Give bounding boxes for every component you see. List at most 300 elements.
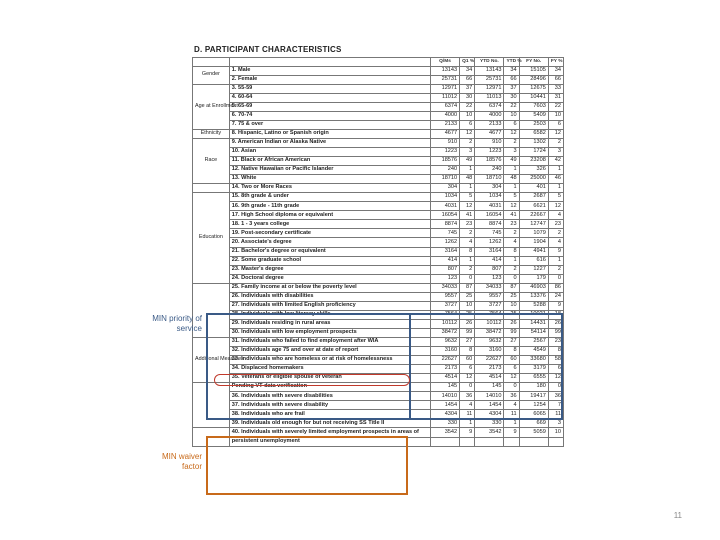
- item-label: 23. Master's degree: [229, 265, 430, 274]
- value-cell: 0: [548, 383, 563, 392]
- item-label: Pending VT data verification: [229, 383, 430, 392]
- value-cell: [460, 437, 475, 446]
- value-cell: 13143: [475, 66, 504, 75]
- value-cell: 4304: [475, 410, 504, 419]
- value-cell: 2173: [475, 365, 504, 374]
- value-cell: 12675: [519, 84, 548, 93]
- item-label: 3. 55-59: [229, 84, 430, 93]
- item-label: 26. Individuals with disabilities: [229, 292, 430, 301]
- value-cell: 6555: [519, 374, 548, 383]
- table-row: [193, 283, 564, 292]
- value-cell: 6: [504, 365, 519, 374]
- value-cell: 25: [504, 292, 519, 301]
- value-cell: 12971: [475, 84, 504, 93]
- table-row: [193, 157, 564, 166]
- value-cell: 26: [504, 319, 519, 328]
- item-label: 6. 70-74: [229, 111, 430, 120]
- value-cell: 4: [548, 211, 563, 220]
- category-cell: [193, 184, 230, 193]
- value-cell: 8: [504, 347, 519, 356]
- item-label: 19. Post-secondary certificate: [229, 229, 430, 238]
- category-cell: Gender: [193, 66, 230, 84]
- value-cell: 4000: [475, 111, 504, 120]
- value-cell: 26: [460, 319, 475, 328]
- table-row: [193, 229, 564, 238]
- header-category: [193, 58, 230, 67]
- value-cell: 4304: [430, 410, 459, 419]
- value-cell: 60: [504, 356, 519, 365]
- value-cell: 6: [548, 120, 563, 129]
- value-cell: 4031: [475, 202, 504, 211]
- item-label: 32. Individuals age 75 and over at date of report: [229, 347, 430, 356]
- value-cell: 304: [475, 184, 504, 193]
- value-cell: 8: [504, 247, 519, 256]
- value-cell: 1: [504, 166, 519, 175]
- value-cell: 7: [548, 401, 563, 410]
- priority-of-service-highlight-box: [206, 313, 411, 420]
- value-cell: 0: [460, 383, 475, 392]
- value-cell: 5288: [519, 301, 548, 310]
- value-cell: 10: [548, 111, 563, 120]
- item-label: 34. Displaced homemakers: [229, 365, 430, 374]
- value-cell: 7564: [475, 310, 504, 319]
- item-label: 4. 60-64: [229, 93, 430, 102]
- item-label: 13. White: [229, 175, 430, 184]
- value-cell: 3179: [519, 365, 548, 374]
- value-cell: 23: [460, 220, 475, 229]
- value-cell: 3164: [430, 247, 459, 256]
- value-cell: 4514: [475, 374, 504, 383]
- item-label: 22. Some graduate school: [229, 256, 430, 265]
- value-cell: 10: [460, 301, 475, 310]
- value-cell: 5059: [519, 428, 548, 437]
- value-cell: 1: [460, 256, 475, 265]
- item-label: 21. Bachelor's degree or equivalent: [229, 247, 430, 256]
- value-cell: 66: [504, 75, 519, 84]
- value-cell: [430, 437, 459, 446]
- value-cell: 3: [548, 148, 563, 157]
- value-cell: 6: [504, 120, 519, 129]
- value-cell: 330: [430, 419, 459, 428]
- value-cell: 669: [519, 419, 548, 428]
- category-cell: Education: [193, 193, 230, 283]
- item-label: 15. 8th grade & under: [229, 193, 430, 202]
- item-label: 20. Associate's degree: [229, 238, 430, 247]
- value-cell: 4: [460, 238, 475, 247]
- value-cell: [504, 437, 519, 446]
- value-cell: 1227: [519, 265, 548, 274]
- value-cell: 42: [548, 157, 563, 166]
- value-cell: 12: [504, 129, 519, 138]
- value-cell: [548, 437, 563, 446]
- value-cell: 30: [460, 93, 475, 102]
- value-cell: 22627: [475, 356, 504, 365]
- value-cell: 23: [504, 220, 519, 229]
- value-cell: 2: [548, 265, 563, 274]
- table-row: [193, 138, 564, 147]
- value-cell: 5: [504, 193, 519, 202]
- value-cell: 38472: [430, 328, 459, 337]
- value-cell: 11: [504, 410, 519, 419]
- value-cell: 22: [460, 102, 475, 111]
- value-cell: 60: [460, 356, 475, 365]
- value-cell: 12971: [430, 84, 459, 93]
- table-row: [193, 166, 564, 175]
- value-cell: 4031: [430, 202, 459, 211]
- value-cell: 8874: [430, 220, 459, 229]
- value-cell: 4: [504, 238, 519, 247]
- value-cell: 8: [460, 347, 475, 356]
- value-cell: 10112: [430, 319, 459, 328]
- table-row: [193, 301, 564, 310]
- value-cell: 2133: [430, 120, 459, 129]
- table-row: [193, 211, 564, 220]
- value-cell: 10021: [519, 310, 548, 319]
- value-cell: 25731: [430, 75, 459, 84]
- value-cell: 11: [548, 410, 563, 419]
- value-cell: 2: [504, 229, 519, 238]
- value-cell: 14010: [475, 392, 504, 401]
- value-cell: [475, 437, 504, 446]
- value-cell: 616: [519, 256, 548, 265]
- value-cell: 12: [548, 374, 563, 383]
- value-cell: 99: [548, 328, 563, 337]
- value-cell: 3160: [475, 347, 504, 356]
- value-cell: 2: [460, 138, 475, 147]
- value-cell: 123: [475, 274, 504, 283]
- header-col: YTD %: [504, 58, 519, 67]
- header-col: FY %: [548, 58, 563, 67]
- table-row: [193, 66, 564, 75]
- document-title: D. PARTICIPANT CHARACTERISTICS: [194, 45, 342, 54]
- table-row: [193, 193, 564, 202]
- value-cell: 36: [460, 392, 475, 401]
- table-row: [193, 238, 564, 247]
- table-row: [193, 129, 564, 138]
- value-cell: 37: [460, 84, 475, 93]
- value-cell: 2503: [519, 120, 548, 129]
- table-row: [193, 175, 564, 184]
- value-cell: 18576: [430, 157, 459, 166]
- page-number: 11: [673, 511, 682, 520]
- value-cell: 12: [460, 202, 475, 211]
- value-cell: 41: [504, 211, 519, 220]
- waiver-factor-label: MIN waiver factor: [161, 452, 202, 471]
- value-cell: 9632: [430, 338, 459, 347]
- value-cell: 145: [475, 383, 504, 392]
- value-cell: 14010: [430, 392, 459, 401]
- value-cell: 1: [548, 256, 563, 265]
- value-cell: 24: [548, 292, 563, 301]
- value-cell: 1223: [475, 148, 504, 157]
- value-cell: 33: [548, 84, 563, 93]
- table-row: [193, 120, 564, 129]
- header-col: Q/Ms: [430, 58, 459, 67]
- item-label: 25. Family income at or below the poverty level: [229, 283, 430, 292]
- value-cell: 16054: [430, 211, 459, 220]
- item-label: persistent unemployment: [229, 437, 430, 446]
- value-cell: 3542: [430, 428, 459, 437]
- value-cell: 54114: [519, 328, 548, 337]
- value-cell: 9: [460, 428, 475, 437]
- value-cell: 1: [548, 166, 563, 175]
- value-cell: 4: [460, 401, 475, 410]
- value-cell: 37: [504, 84, 519, 93]
- value-cell: 86: [548, 283, 563, 292]
- value-cell: 2173: [430, 365, 459, 374]
- value-cell: 1254: [519, 401, 548, 410]
- value-cell: 34: [548, 66, 563, 75]
- value-cell: 807: [430, 265, 459, 274]
- value-cell: 99: [460, 328, 475, 337]
- value-cell: 910: [430, 138, 459, 147]
- value-cell: 48: [504, 175, 519, 184]
- value-cell: 414: [430, 256, 459, 265]
- value-cell: 180: [519, 383, 548, 392]
- value-cell: 25000: [519, 175, 548, 184]
- value-cell: 38472: [475, 328, 504, 337]
- value-cell: 22627: [430, 356, 459, 365]
- value-cell: 4941: [519, 247, 548, 256]
- item-label: 14. Two or More Races: [229, 184, 430, 193]
- value-cell: 26: [548, 319, 563, 328]
- value-cell: 4: [504, 401, 519, 410]
- value-cell: 240: [430, 166, 459, 175]
- value-cell: 9: [548, 301, 563, 310]
- value-cell: 16054: [475, 211, 504, 220]
- value-cell: 2: [548, 229, 563, 238]
- value-cell: 10441: [519, 93, 548, 102]
- value-cell: 33680: [519, 356, 548, 365]
- item-label: 10. Asian: [229, 148, 430, 157]
- value-cell: 3542: [475, 428, 504, 437]
- value-cell: 48: [460, 175, 475, 184]
- value-cell: 1262: [475, 238, 504, 247]
- value-cell: 1: [504, 256, 519, 265]
- value-cell: 2: [548, 138, 563, 147]
- value-cell: 1302: [519, 138, 548, 147]
- value-cell: 11012: [430, 93, 459, 102]
- value-cell: 1034: [475, 193, 504, 202]
- category-cell: Race: [193, 138, 230, 183]
- value-cell: 1034: [430, 193, 459, 202]
- value-cell: 10112: [475, 319, 504, 328]
- value-cell: 145: [430, 383, 459, 392]
- value-cell: 46: [548, 175, 563, 184]
- value-cell: 4000: [430, 111, 459, 120]
- value-cell: 87: [504, 283, 519, 292]
- value-cell: 25: [460, 310, 475, 319]
- table-header-row: [193, 58, 564, 67]
- item-label: 7. 75 & over: [229, 120, 430, 129]
- value-cell: 6: [548, 365, 563, 374]
- value-cell: 4549: [519, 347, 548, 356]
- value-cell: 0: [460, 274, 475, 283]
- value-cell: 1079: [519, 229, 548, 238]
- item-label: 17. High School diploma or equivalent: [229, 211, 430, 220]
- value-cell: 2567: [519, 338, 548, 347]
- header-col: FY No.: [519, 58, 548, 67]
- value-cell: 1724: [519, 148, 548, 157]
- value-cell: 9: [504, 428, 519, 437]
- priority-of-service-values-box: [409, 313, 563, 420]
- value-cell: 5: [548, 193, 563, 202]
- table-row: [193, 419, 564, 428]
- value-cell: 12: [548, 129, 563, 138]
- item-label: 18. 1 - 3 years college: [229, 220, 430, 229]
- value-cell: 9557: [475, 292, 504, 301]
- value-cell: 10: [504, 301, 519, 310]
- value-cell: 6: [460, 365, 475, 374]
- value-cell: 5409: [519, 111, 548, 120]
- table-row: [193, 102, 564, 111]
- item-label: 31. Individuals who failed to find employment after WIA: [229, 338, 430, 347]
- value-cell: 41: [460, 211, 475, 220]
- item-label: 29. Individuals residing in rural areas: [229, 319, 430, 328]
- value-cell: 2: [504, 265, 519, 274]
- value-cell: 123: [430, 274, 459, 283]
- table-row: [193, 111, 564, 120]
- value-cell: 34: [504, 66, 519, 75]
- value-cell: 1262: [430, 238, 459, 247]
- value-cell: 66: [460, 75, 475, 84]
- value-cell: 2: [460, 265, 475, 274]
- item-label: 8. Hispanic, Latino or Spanish origin: [229, 129, 430, 138]
- table-row: [193, 184, 564, 193]
- item-label: 27. Individuals with limited English proficiency: [229, 301, 430, 310]
- item-label: 1. Male: [229, 66, 430, 75]
- value-cell: 3: [504, 148, 519, 157]
- item-label: 28. Individuals with low literacy skills: [229, 310, 430, 319]
- value-cell: 30: [504, 93, 519, 102]
- item-label: 39. Individuals old enough for but not receiving SS Title II: [229, 419, 430, 428]
- value-cell: 18710: [475, 175, 504, 184]
- value-cell: 18710: [430, 175, 459, 184]
- value-cell: 6065: [519, 410, 548, 419]
- item-label: 37. Individuals with severe disability: [229, 401, 430, 410]
- value-cell: 2: [504, 138, 519, 147]
- value-cell: 22: [504, 102, 519, 111]
- item-label: 2. Female: [229, 75, 430, 84]
- header-col: YTD No.: [475, 58, 504, 67]
- value-cell: 58: [548, 356, 563, 365]
- value-cell: 745: [430, 229, 459, 238]
- value-cell: 36: [548, 392, 563, 401]
- waiver-factor-highlight-box: [206, 436, 408, 495]
- value-cell: 49: [504, 157, 519, 166]
- value-cell: 23: [548, 220, 563, 229]
- value-cell: 5: [460, 193, 475, 202]
- participant-characteristics-document: [192, 43, 564, 496]
- item-label: 9. American Indian or Alaska Native: [229, 138, 430, 147]
- category-cell: Ethnicity: [193, 129, 230, 138]
- item-label: 40. Individuals with severely limited employment prospects in areas of: [229, 428, 430, 437]
- value-cell: 34033: [430, 283, 459, 292]
- value-cell: 1: [504, 184, 519, 193]
- value-cell: 1: [504, 419, 519, 428]
- value-cell: 1: [460, 166, 475, 175]
- value-cell: 2133: [475, 120, 504, 129]
- value-cell: 3: [460, 148, 475, 157]
- row-31-highlight-ring: [214, 374, 410, 386]
- value-cell: 87: [460, 283, 475, 292]
- value-cell: 7564: [430, 310, 459, 319]
- value-cell: 25: [460, 292, 475, 301]
- value-cell: 13143: [430, 66, 459, 75]
- value-cell: 3727: [475, 301, 504, 310]
- value-cell: 12: [504, 202, 519, 211]
- value-cell: 4514: [430, 374, 459, 383]
- value-cell: 27: [460, 338, 475, 347]
- value-cell: 304: [430, 184, 459, 193]
- value-cell: 10: [460, 111, 475, 120]
- item-label: 36. Individuals with severe disabilities: [229, 392, 430, 401]
- value-cell: 2: [460, 229, 475, 238]
- value-cell: 0: [504, 383, 519, 392]
- value-cell: 27: [504, 338, 519, 347]
- value-cell: 12: [460, 129, 475, 138]
- header-col: Q1 %: [460, 58, 475, 67]
- value-cell: 1454: [475, 401, 504, 410]
- value-cell: 3164: [475, 247, 504, 256]
- value-cell: 46903: [519, 283, 548, 292]
- value-cell: 10: [504, 111, 519, 120]
- value-cell: 25: [504, 310, 519, 319]
- value-cell: 9557: [430, 292, 459, 301]
- value-cell: 4677: [430, 129, 459, 138]
- item-label: 24. Doctoral degree: [229, 274, 430, 283]
- value-cell: 18: [548, 310, 563, 319]
- value-cell: 11: [460, 410, 475, 419]
- value-cell: 66: [548, 75, 563, 84]
- value-cell: 15105: [519, 66, 548, 75]
- value-cell: 326: [519, 166, 548, 175]
- item-label: 16. 9th grade - 11th grade: [229, 202, 430, 211]
- value-cell: 3160: [430, 347, 459, 356]
- value-cell: 6621: [519, 202, 548, 211]
- table-row: [193, 274, 564, 283]
- value-cell: [519, 437, 548, 446]
- header-item: [229, 58, 430, 67]
- value-cell: 2687: [519, 193, 548, 202]
- table-row: [193, 256, 564, 265]
- value-cell: 401: [519, 184, 548, 193]
- value-cell: 22667: [519, 211, 548, 220]
- value-cell: 14431: [519, 319, 548, 328]
- table-row: [193, 148, 564, 157]
- value-cell: 7603: [519, 102, 548, 111]
- value-cell: 23: [548, 338, 563, 347]
- value-cell: 745: [475, 229, 504, 238]
- table-row: [193, 75, 564, 84]
- value-cell: 12: [548, 202, 563, 211]
- table-row: [193, 292, 564, 301]
- value-cell: 1454: [430, 401, 459, 410]
- value-cell: 1904: [519, 238, 548, 247]
- value-cell: 18576: [475, 157, 504, 166]
- category-cell: Additional Measures: [193, 338, 230, 383]
- value-cell: 179: [519, 274, 548, 283]
- priority-of-service-label: MIN priority of service: [152, 314, 202, 333]
- value-cell: 6582: [519, 129, 548, 138]
- value-cell: 31: [548, 93, 563, 102]
- table-row: [193, 247, 564, 256]
- value-cell: 910: [475, 138, 504, 147]
- value-cell: 240: [475, 166, 504, 175]
- category-cell: Age at Enrollment: [193, 84, 230, 129]
- value-cell: 3727: [430, 301, 459, 310]
- value-cell: 807: [475, 265, 504, 274]
